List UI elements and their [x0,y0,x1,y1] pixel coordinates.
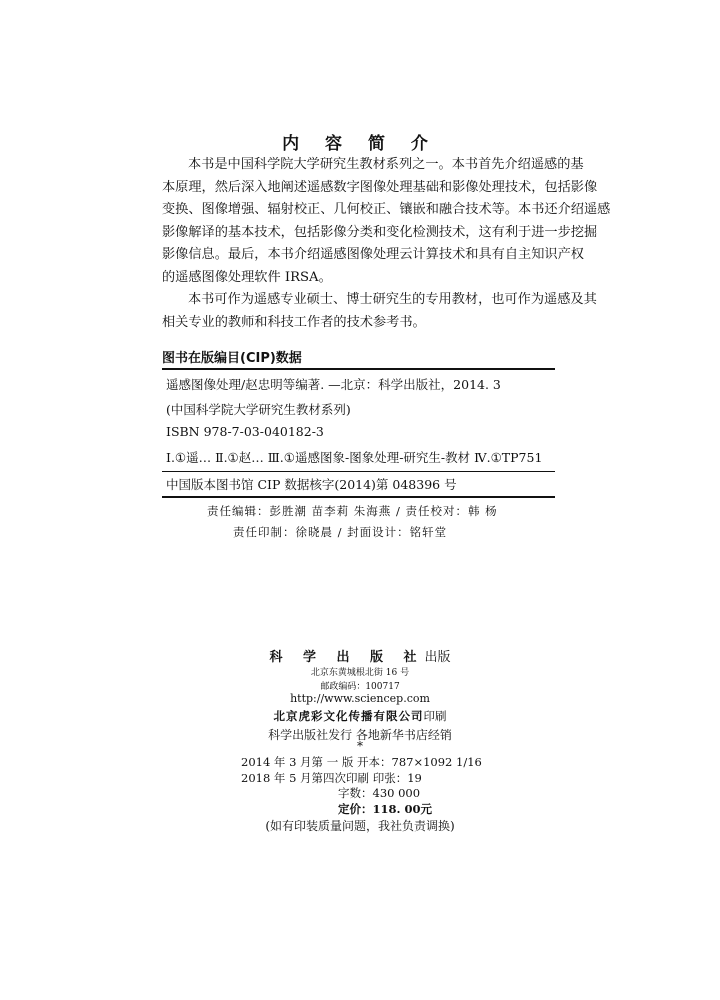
edition-line: 2014 年 3 月第 一 版 开本：787×1092 1/16 [241,755,482,769]
printer-line [0,708,720,724]
printer-suffix: 印刷 [423,709,447,723]
print-run-line: 2018 年 5 月第四次印刷 印张：19 [241,771,422,785]
summary-line: 的遥感图像处理软件 IRSA。 [162,269,332,285]
printer-name: 北京虎彩文化传播有限公司 [273,709,424,723]
summary-line: 影像解译的基本技术，包括影像分类和变化检测技术，这有利于进一步挖掘 [162,224,598,240]
summary-line: 相关专业的教师和科技工作者的技术参考书。 [162,314,426,330]
cip-line-title: 遥感图像处理/赵忠明等编著. —北京：科学出版社，2014. 3 [166,377,501,392]
summary-line: 影像信息。最后，本书介绍遥感图像处理云计算技术和具有自主知识产权 [162,247,584,262]
separator-asterisk: * [357,739,363,753]
publisher-postcode: 邮政编码：100717 [320,682,400,692]
summary-line: 本原理，然后深入地阐述遥感数字图像处理基础和影像处理技术，包括影像 [162,179,598,195]
publisher-line [0,646,720,665]
cip-line-classification: Ⅰ.①遥… Ⅱ.①赵… Ⅲ.①遥感图象-图象处理-研究生-教材 Ⅳ.①TP751 [166,450,543,465]
editors-line: 责任编辑：彭胜潮 苗李莉 朱海燕 / 责任校对：韩 杨 [207,504,498,518]
cip-line-series: (中国科学院大学研究生教材系列) [166,402,351,417]
summary-paragraph-2 [162,289,597,334]
summary-line: 本书可作为遥感专业硕士、博士研究生的专用教材，也可作为遥感及其 [188,292,597,307]
production-line: 责任印制：徐晓晨 / 封面设计：铭轩堂 [233,525,448,539]
price: 定价：118. 00元 [338,802,433,816]
cip-heading: 图书在版编目(CIP)数据 [162,351,302,366]
cip-divider [162,471,555,472]
publisher-url: http://www.sciencep.com [290,692,430,705]
summary-paragraph-1 [162,154,611,289]
publisher-address: 北京东黄城根北街 16 号 [310,668,410,678]
publisher-name: 科 学 出 版 社 [269,650,425,665]
summary-line: 本书是中国科学院大学研究生教材系列之一。本书首先介绍遥感的基 [188,157,584,172]
cip-line-record: 中国版本图书馆 CIP 数据核字(2014)第 048396 号 [166,477,457,492]
summary-line: 变换、图像增强、辐射校正、几何校正、镶嵌和融合技术等。本书还介绍遥感 [162,202,611,217]
distribution-line: 科学出版社发行 各地新华书店经销 [268,728,452,742]
publisher-suffix: 出版 [424,650,451,665]
page-title: 内 容 简 介 [282,134,438,154]
word-count: 字数：430 000 [338,786,421,800]
cip-line-isbn: ISBN 978-7-03-040182-3 [166,424,324,439]
quality-notice: (如有印装质量问题，我社负责调换) [265,819,455,833]
